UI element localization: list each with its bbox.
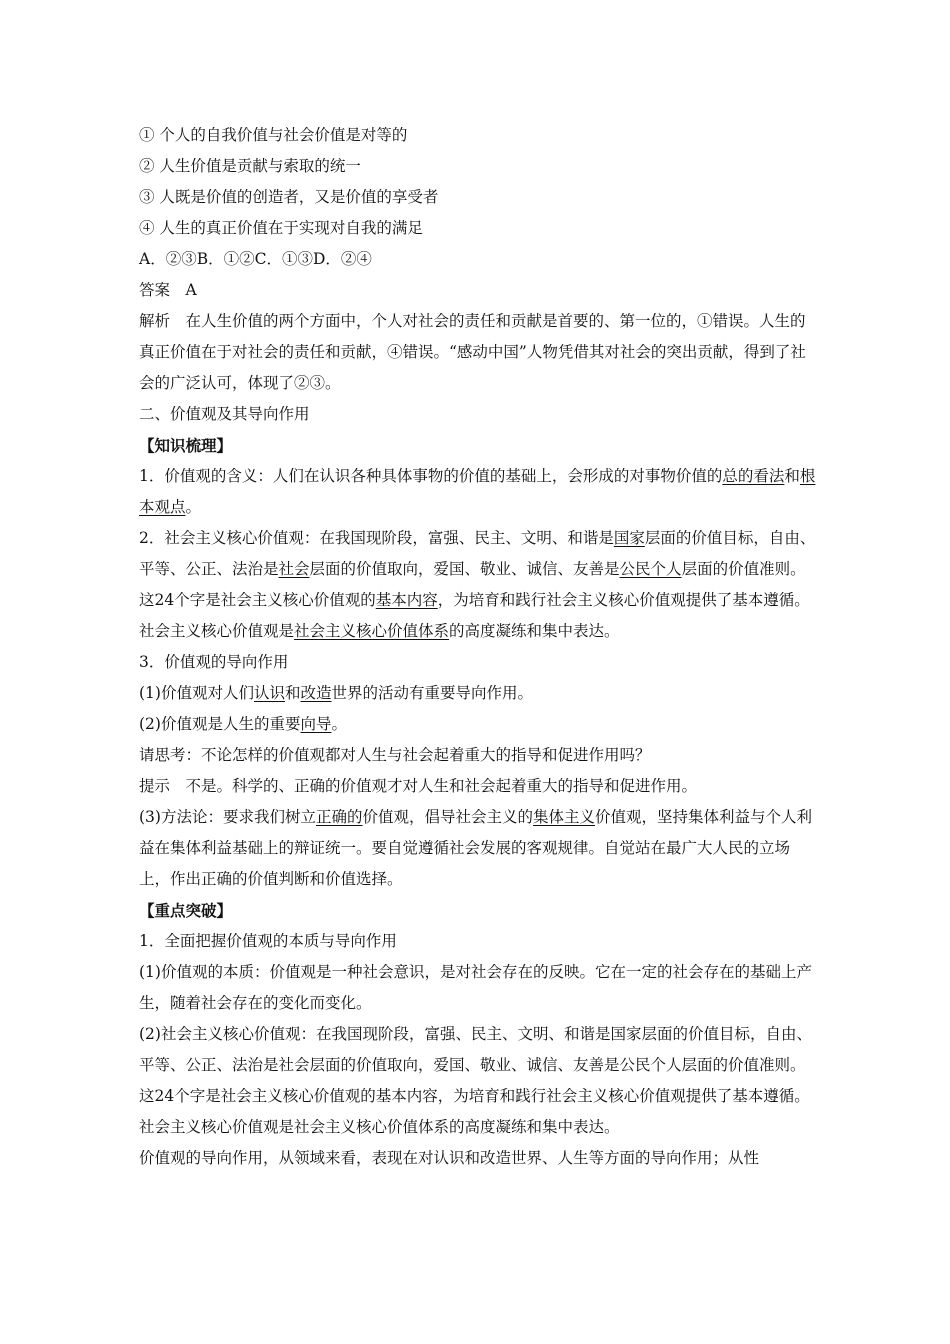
- text-segment: 和: [284, 684, 301, 702]
- text-segment: 层面的价值准则。这24个字是社会主义核心价值观的: [139, 560, 806, 609]
- text-segment: 的高度凝练和集中表达。: [449, 622, 620, 640]
- text-segment: 1．价值观的含义：人们在认识各种具体事物的价值的基础上，会形成的对事物价值的: [139, 467, 723, 485]
- text-segment: ，为培育和践行社会主义核心价值观提供了基本遵循。社会主义核心价值观是: [139, 591, 810, 640]
- text-segment: 和: [784, 467, 800, 485]
- option-3: ③ 人既是价值的创造者，又是价值的享受者: [139, 188, 439, 206]
- underlined-term: 总的看法: [722, 467, 785, 485]
- underlined-term: 社会主义核心价值体系: [294, 622, 450, 640]
- think-hint: 提示 不是。科学的、正确的价值观才对人生和社会起着重大的指导和促进作用。: [139, 777, 698, 795]
- underlined-term: 公民个人: [619, 560, 682, 578]
- text-segment: 2．社会主义核心价值观：在我国现阶段，富强、民主、文明、和谐是: [139, 529, 614, 547]
- underlined-term: 改造: [300, 684, 332, 702]
- text-segment: (2)价值观是人生的重要: [139, 715, 301, 733]
- knowledge-item-3: 3．价值观的导向作用: [139, 653, 289, 671]
- knowledge-heading: 【知识梳理】: [139, 436, 233, 455]
- analysis: 解析 在人生价值的两个方面中，个人对社会的责任和贡献是首要的、第一位的，①错误。人生的真正价值在于对社会的责任和贡献，④错误。“感动中国”人物凭借其对社会的突出贡献，得到了社会的广泛认可，体现了②③。: [139, 312, 806, 392]
- key-item-1-2: (2)社会主义核心价值观：在我国现阶段，富强、民主、文明、和谐是国家层面的价值目标，自由、平等、公正、法治是社会层面的价值取向，爱国、敬业、诚信、友善是公民个人层面的价值准则。这24个字是社会主义核心价值观的基本内容，为培育和践行社会主义核心价值观提供了基本遵循。社会主义核心价值观是社会主义核心价值体系的高度凝练和集中表达。: [139, 1025, 812, 1136]
- text-segment: 价值观，倡导社会主义的: [362, 808, 533, 826]
- option-2: ② 人生价值是贡献与索取的统一: [139, 157, 361, 175]
- answer-choices: A．②③B．①②C．①③D．②④: [139, 250, 372, 268]
- option-1: ① 个人的自我价值与社会价值是对等的: [139, 126, 408, 144]
- text-segment: 价值观，坚持集体利益与个人利益在集体利益基础上的辩证统一。要自觉遵循社会发展的客观规律。自觉站在最广大人民的立场上，作出正确的价值判断和价值选择。: [139, 808, 813, 888]
- knowledge-item-3-3: [139, 802, 819, 895]
- text-segment: (3)方法论：要求我们树立: [139, 808, 316, 826]
- text-segment: 层面的价值目标，自由、平等、公正、法治是: [139, 529, 816, 578]
- key-item-1: 1．全面把握价值观的本质与导向作用: [139, 932, 397, 950]
- underlined-term: 根本观点: [139, 467, 816, 516]
- knowledge-item-2: [139, 523, 819, 647]
- text-segment: 。: [331, 715, 347, 733]
- underlined-term: 国家: [613, 529, 645, 547]
- underlined-term: 基本内容: [375, 591, 438, 609]
- underlined-term: 正确的: [315, 808, 363, 826]
- knowledge-item-3-1: [139, 678, 819, 709]
- text-segment: 世界的活动有重要导向作用。: [331, 684, 534, 702]
- text-segment: (1)价值观对人们: [139, 684, 254, 702]
- key-heading: 【重点突破】: [139, 901, 233, 920]
- underlined-term: 社会: [278, 560, 310, 578]
- key-paragraph: 价值观的导向作用，从领域来看，表现在对认识和改造世界、人生等方面的导向作用；从性: [139, 1149, 760, 1167]
- think-question: 请思考：不论怎样的价值观都对人生与社会起着重大的指导和促进作用吗？: [139, 746, 651, 764]
- underlined-term: 向导: [300, 715, 332, 733]
- knowledge-item-1: [139, 461, 819, 523]
- answer: 答案 A: [139, 281, 197, 299]
- underlined-term: 集体主义: [533, 808, 596, 826]
- text-segment: 层面的价值取向，爱国、敬业、诚信、友善是: [309, 560, 620, 578]
- underlined-term: 认识: [253, 684, 285, 702]
- document-body: [139, 120, 819, 1174]
- section-title: 二、价值观及其导向作用: [139, 405, 310, 423]
- option-4: ④ 人生的真正价值在于实现对自我的满足: [139, 219, 423, 237]
- knowledge-item-3-2: [139, 709, 819, 740]
- key-item-1-1: (1)价值观的本质：价值观是一种社会意识，是对社会存在的反映。它在一定的社会存在的基础上产生，随着社会存在的变化而变化。: [139, 963, 812, 1012]
- text-segment: 。: [185, 498, 202, 516]
